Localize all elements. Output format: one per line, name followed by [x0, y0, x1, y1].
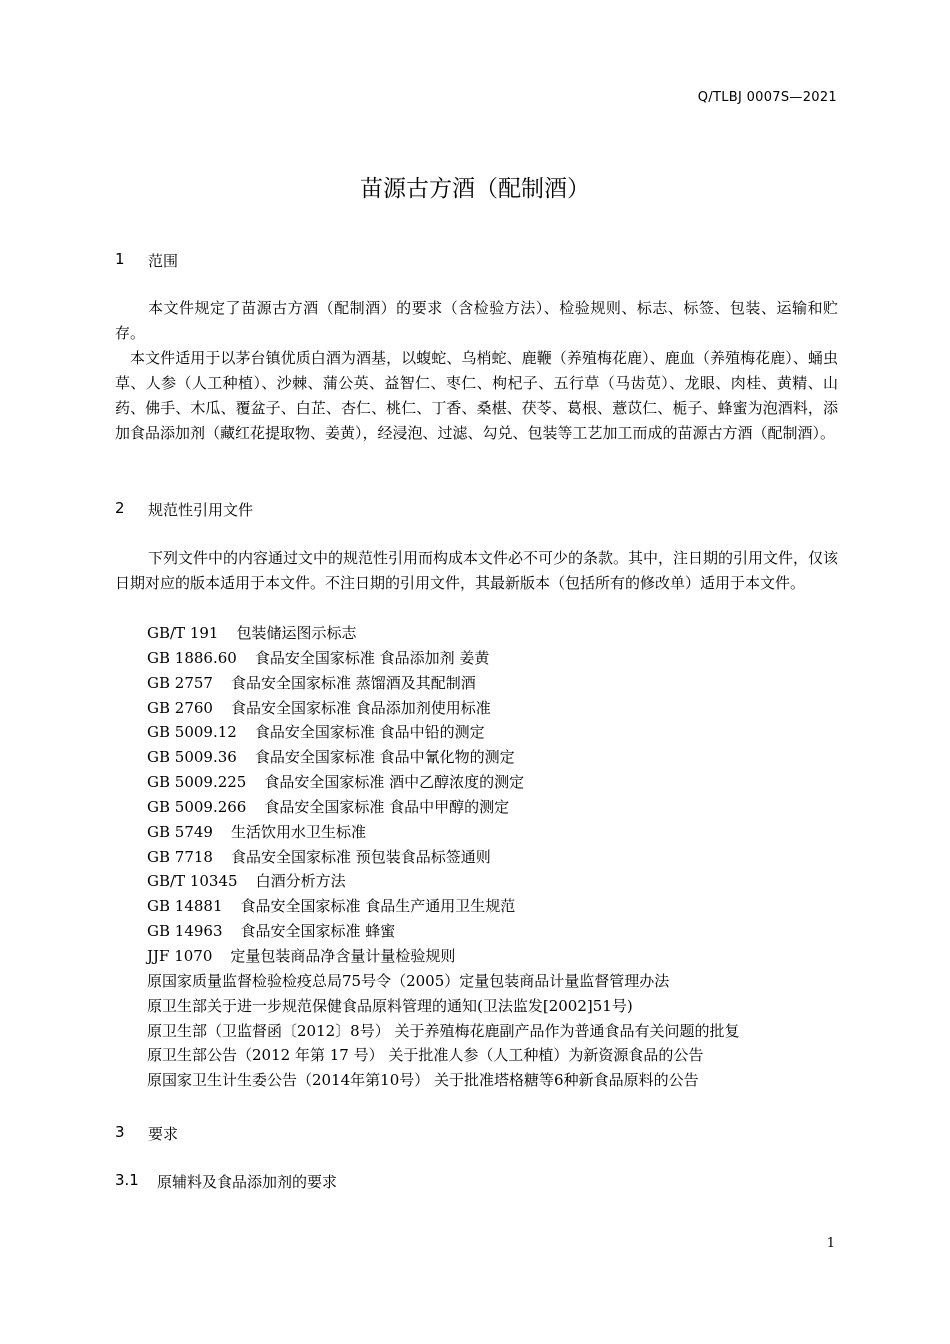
reference-title: 食品安全国家标准 食品添加剂 姜黄 [254, 648, 490, 667]
section-number: 2 [115, 499, 125, 517]
reference-title: 食品安全国家标准 食品中铅的测定 [254, 723, 485, 742]
reference-title: 生活饮用水卫生标准 [230, 822, 366, 841]
reference-title: 食品安全国家标准 食品生产通用卫生规范 [240, 897, 516, 916]
reference-code: GB 14881 [147, 897, 223, 916]
reference-item [147, 869, 740, 894]
reference-code: GB 1886.60 [147, 648, 237, 667]
reference-item [147, 720, 740, 745]
reference-item [147, 621, 740, 646]
reference-item [147, 969, 740, 994]
reference-title: 原国家质量监督检验检疫总局75号令（2005）定量包装商品计量监督管理办法 [147, 971, 670, 990]
reference-item [147, 1043, 740, 1068]
section-title: 范围 [148, 252, 179, 270]
scope-paragraph-2: 本文件适用于以茅台镇优质白酒为酒基，以蝮蛇、乌梢蛇、鹿鞭（养殖梅花鹿）、鹿血（养殖梅花鹿）、蛹虫草、人参（人工种植）、沙棘、蒲公英、益智仁、枣仁、枸杞子、五行草（马齿苋）、龙眼、肉桂、黄精、山药、佛手、木瓜、覆盆子、白芷、杏仁、桃仁、丁香、桑椹、茯苓、葛根、薏苡仁、栀子、蜂蜜为泡酒料，添加食品添加剂（藏红花提取物、姜黄），经浸泡、过滤、勾兑、包装等工艺加工而成的苗源古方酒（配制酒）。 [115, 349, 838, 442]
reference-code: GB 5009.36 [147, 748, 237, 767]
section-3-1-heading [115, 1171, 337, 1192]
reference-item [147, 919, 740, 944]
reference-item [147, 671, 740, 696]
reference-title: 原卫生部（卫监督函〔2012〕8号） 关于养殖梅花鹿副产品作为普通食品有关问题的批复 [147, 1021, 740, 1040]
reference-item [147, 944, 740, 969]
reference-item [147, 845, 740, 870]
reference-item [147, 770, 740, 795]
reference-code: GB 2760 [147, 698, 213, 717]
reference-item [147, 994, 740, 1019]
reference-item [147, 894, 740, 919]
document-code: Q/TLBJ 0007S—2021 [697, 90, 837, 105]
reference-title: 原国家卫生计生委公告（2014年第10号） 关于批准塔格糖等6种新食品原料的公告 [147, 1071, 699, 1090]
section-1-heading [115, 250, 178, 271]
reference-code: GB 14963 [147, 922, 223, 941]
reference-code: JJF 1070 [147, 946, 213, 965]
section-2-heading [115, 499, 253, 520]
reference-code: GB/T 191 [147, 624, 219, 642]
section-3-heading [115, 1123, 178, 1144]
reference-list [147, 621, 740, 1093]
reference-title: 食品安全国家标准 食品中氰化物的测定 [254, 748, 515, 767]
reference-title: 食品安全国家标准 蜂蜜 [240, 922, 396, 941]
scope-paragraph-1: 本文件规定了苗源古方酒（配制酒）的要求（含检验方法）、检验规则、标志、标签、包装、运输和贮存。 [115, 299, 838, 342]
reference-item [147, 646, 740, 671]
reference-code: GB 5009.12 [147, 723, 237, 742]
reference-item [147, 745, 740, 770]
section-title: 规范性引用文件 [148, 501, 254, 519]
reference-item [147, 696, 740, 721]
section-number: 3 [115, 1123, 125, 1141]
normative-references-intro: 下列文件中的内容通过文中的规范性引用而构成本文件必不可少的条款。其中，注日期的引用文件，仅该日期对应的版本适用于本文件。不注日期的引用文件，其最新版本（包括所有的修改单）适用于本文件。 [115, 549, 839, 592]
reference-title: 食品安全国家标准 食品中甲醇的测定 [264, 797, 510, 816]
section-number: 1 [115, 250, 125, 268]
reference-code: GB 5009.266 [147, 797, 247, 816]
reference-title: 包装储运图示标志 [236, 624, 357, 642]
reference-title: 定量包装商品净含量计量检验规则 [230, 946, 456, 965]
reference-item [147, 820, 740, 845]
reference-code: GB 7718 [147, 847, 213, 866]
reference-item [147, 1019, 740, 1044]
page-number: 1 [826, 1236, 835, 1251]
reference-item [147, 1068, 740, 1093]
section-number: 3.1 [115, 1171, 139, 1189]
section-title: 原辅料及食品添加剂的要求 [157, 1173, 338, 1191]
section-title: 要求 [148, 1125, 179, 1143]
reference-title: 原卫生部关于进一步规范保健食品原料管理的通知(卫法监发[2002]51号) [147, 996, 633, 1015]
reference-title: 食品安全国家标准 食品添加剂使用标准 [230, 698, 491, 717]
reference-title: 食品安全国家标准 酒中乙醇浓度的测定 [264, 773, 525, 792]
reference-title: 原卫生部公告（2012 年第 17 号） 关于批准人参（人工种植）为新资源食品的公告 [147, 1046, 704, 1065]
reference-item [147, 795, 740, 820]
reference-title: 食品安全国家标准 蒸馏酒及其配制酒 [230, 673, 476, 692]
reference-code: GB/T 10345 [147, 872, 238, 891]
document-title: 苗源古方酒（配制酒） [360, 176, 590, 202]
reference-code: GB 5749 [147, 822, 213, 841]
reference-title: 白酒分析方法 [255, 872, 346, 891]
reference-code: GB 5009.225 [147, 773, 247, 792]
reference-title: 食品安全国家标准 预包装食品标签通则 [230, 847, 491, 866]
reference-code: GB 2757 [147, 673, 213, 692]
